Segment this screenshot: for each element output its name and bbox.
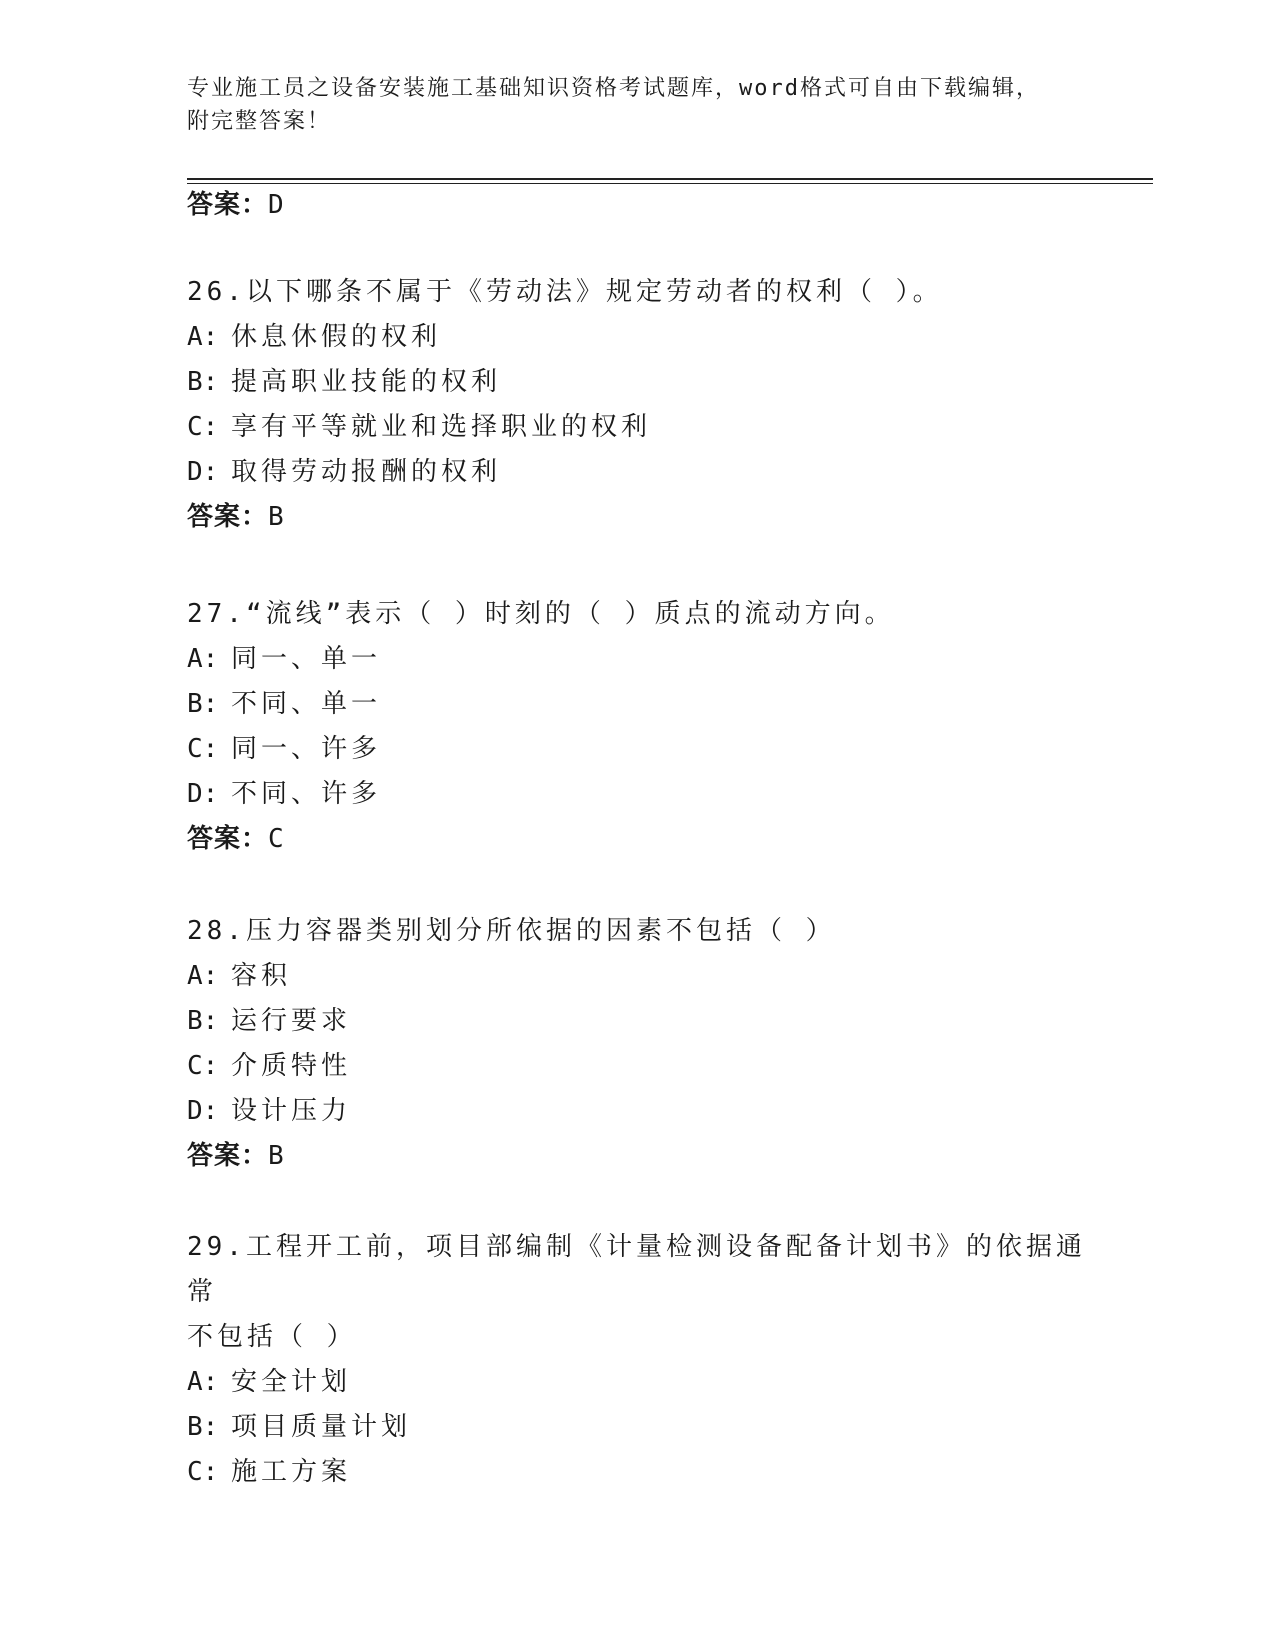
option-text: 介质特性	[231, 1051, 352, 1081]
option-text: 项目质量计划	[231, 1412, 412, 1442]
header-line-1: 专业施工员之设备安装施工基础知识资格考试题库，word格式可自由下载编辑，	[187, 76, 1040, 101]
option-letter: A:	[187, 961, 219, 991]
option-letter: D:	[187, 1096, 219, 1126]
option-letter: B:	[187, 1006, 219, 1036]
option-c	[187, 1450, 1087, 1495]
option-letter: A:	[187, 322, 219, 352]
question-stem-line-1: 29.工程开工前，项目部编制《计量检测设备配备计划书》的依据通常	[187, 1232, 1086, 1307]
option-letter: D:	[187, 779, 219, 809]
option-a	[187, 954, 1087, 999]
answer-label: 答案：	[187, 502, 269, 532]
option-letter: B:	[187, 1412, 219, 1442]
question-28	[187, 909, 1087, 1178]
question-29	[187, 1225, 1087, 1495]
option-text: 不同、许多	[231, 779, 382, 809]
option-letter: D:	[187, 457, 219, 487]
option-text: 同一、单一	[231, 644, 382, 674]
document-header	[187, 72, 1087, 138]
answer-line	[187, 495, 1087, 539]
answer-line	[187, 817, 1087, 861]
answer-line	[187, 183, 1087, 227]
question-stem: 26.以下哪条不属于《劳动法》规定劳动者的权利（ ）。	[187, 277, 943, 307]
answer-value: B	[268, 502, 285, 532]
option-c	[187, 727, 1087, 772]
option-c	[187, 1044, 1087, 1089]
question-stem: 28.压力容器类别划分所依据的因素不包括（ ）	[187, 916, 836, 946]
option-letter: A:	[187, 644, 219, 674]
option-text: 提高职业技能的权利	[231, 367, 502, 397]
option-d	[187, 450, 1087, 495]
option-d	[187, 1089, 1087, 1134]
answer-value: B	[268, 1141, 285, 1171]
option-text: 休息休假的权利	[231, 322, 442, 352]
option-text: 同一、许多	[231, 734, 382, 764]
answer-value: D	[268, 190, 285, 220]
answer-label: 答案：	[187, 824, 269, 854]
question-stem-line-2: 不包括（ ）	[187, 1322, 357, 1352]
answer-25	[187, 183, 1087, 227]
option-letter: B:	[187, 689, 219, 719]
option-b	[187, 999, 1087, 1044]
option-letter: C:	[187, 1051, 219, 1081]
option-letter: C:	[187, 734, 219, 764]
option-text: 容积	[231, 961, 292, 991]
answer-line	[187, 1134, 1087, 1178]
option-text: 施工方案	[231, 1457, 352, 1487]
option-letter: B:	[187, 367, 219, 397]
option-d	[187, 772, 1087, 817]
option-a	[187, 1360, 1087, 1405]
option-text: 享有平等就业和选择职业的权利	[231, 412, 652, 442]
option-letter: A:	[187, 1367, 219, 1397]
option-text: 取得劳动报酬的权利	[231, 457, 502, 487]
option-a	[187, 637, 1087, 682]
question-stem: 27.“流线”表示（ ）时刻的（ ）质点的流动方向。	[187, 599, 895, 629]
question-27	[187, 592, 1087, 861]
answer-label: 答案：	[187, 190, 269, 220]
header-line-2: 附完整答案！	[187, 109, 332, 134]
option-b	[187, 682, 1087, 727]
question-26	[187, 270, 1087, 539]
option-a	[187, 315, 1087, 360]
answer-value: C	[268, 824, 285, 854]
option-text: 设计压力	[231, 1096, 352, 1126]
option-c	[187, 405, 1087, 450]
option-b	[187, 1405, 1087, 1450]
option-text: 不同、单一	[231, 689, 382, 719]
option-text: 运行要求	[231, 1006, 352, 1036]
option-text: 安全计划	[231, 1367, 352, 1397]
option-letter: C:	[187, 1457, 219, 1487]
option-b	[187, 360, 1087, 405]
option-letter: C:	[187, 412, 219, 442]
answer-label: 答案：	[187, 1141, 269, 1171]
